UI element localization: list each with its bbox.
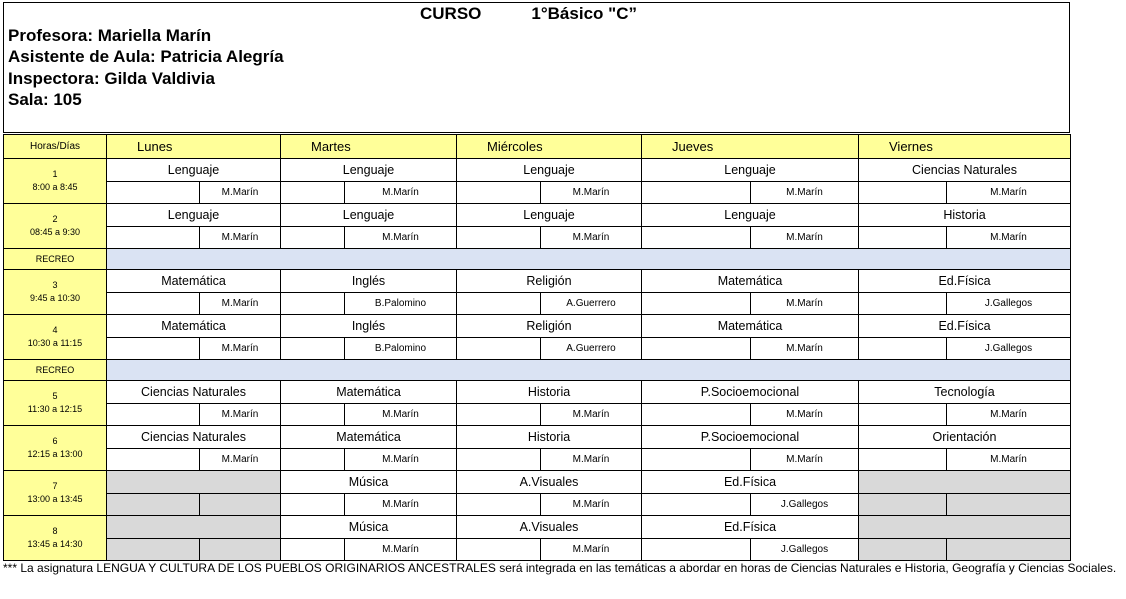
blank-cell [107, 182, 200, 204]
recreo-label: RECREO [4, 360, 107, 381]
period-time [4, 270, 107, 315]
teacher-cell: M.Marín [200, 293, 281, 315]
subject-cell: Ciencias Naturales [859, 159, 1071, 182]
subject-cell: Matemática [642, 270, 859, 293]
subject-cell: A.Visuales [457, 516, 642, 539]
teacher-cell: M.Marín [947, 182, 1071, 204]
blank-cell [859, 338, 947, 360]
subject-cell: Religión [457, 270, 642, 293]
blank-cell [107, 449, 200, 471]
subject-cell: Matemática [281, 426, 457, 449]
blank-cell [457, 404, 541, 426]
period-time [4, 315, 107, 360]
subject-cell: Inglés [281, 270, 457, 293]
period-number: 3 [52, 280, 58, 290]
blank-cell [281, 404, 345, 426]
empty-slot [947, 494, 1071, 516]
subject-cell: Historia [457, 426, 642, 449]
teacher-cell: A.Guerrero [541, 338, 642, 360]
blank-cell [859, 227, 947, 249]
period-hours: 9:45 a 10:30 [29, 293, 81, 303]
blank-cell [457, 494, 541, 516]
subject-cell: Lenguaje [457, 204, 642, 227]
period-hours: 8:00 a 8:45 [32, 182, 78, 192]
teacher-cell: M.Marín [345, 404, 457, 426]
teacher-cell: B.Palomino [345, 338, 457, 360]
blank-cell [281, 293, 345, 315]
blank-cell [642, 539, 751, 561]
subject-cell: P.Socioemocional [642, 426, 859, 449]
teacher-cell: M.Marín [345, 182, 457, 204]
subject-cell: Matemática [107, 270, 281, 293]
subject-cell: Historia [859, 204, 1071, 227]
blank-cell [457, 227, 541, 249]
subject-cell: Ciencias Naturales [107, 381, 281, 404]
subject-cell: Orientación [859, 426, 1071, 449]
subject-cell: Inglés [281, 315, 457, 338]
teacher-cell: J.Gallegos [947, 338, 1071, 360]
empty-slot [947, 539, 1071, 561]
course-label: CURSO [420, 4, 482, 23]
empty-slot [200, 539, 281, 561]
teacher-cell: J.Gallegos [947, 293, 1071, 315]
period-hours: 13:00 a 13:45 [27, 494, 83, 504]
period-time [4, 516, 107, 561]
teacher-cell: M.Marín [345, 494, 457, 516]
period-time [4, 381, 107, 426]
subject-cell: A.Visuales [457, 471, 642, 494]
room-line: Sala: 105 [8, 90, 82, 109]
teacher-cell: M.Marín [947, 404, 1071, 426]
empty-slot [107, 516, 281, 539]
subject-cell: Lenguaje [457, 159, 642, 182]
blank-cell [642, 227, 751, 249]
subject-cell: Religión [457, 315, 642, 338]
subject-cell: Matemática [281, 381, 457, 404]
subject-cell: Música [281, 471, 457, 494]
blank-cell [457, 539, 541, 561]
subject-cell: Ciencias Naturales [107, 426, 281, 449]
blank-cell [281, 338, 345, 360]
subject-cell: Ed.Física [642, 471, 859, 494]
blank-cell [281, 494, 345, 516]
period-hours: 12:15 a 13:00 [27, 449, 83, 459]
teacher-cell: M.Marín [541, 404, 642, 426]
footnote: *** La asignatura LENGUA Y CULTURA DE LOS PUEBLOS ORIGINARIOS ANCESTRALES será integrada en las temáticas a abordar en horas de Ciencias Naturales e Historia, Geografía y Ciencias Sociales. [3, 561, 1117, 575]
blank-cell [107, 227, 200, 249]
recreo-band [107, 360, 1071, 381]
teacher-cell: M.Marín [345, 449, 457, 471]
subject-cell: Ed.Física [642, 516, 859, 539]
blank-cell [457, 449, 541, 471]
period-number: 1 [52, 169, 58, 179]
subject-cell: Lenguaje [107, 159, 281, 182]
teacher-cell: B.Palomino [345, 293, 457, 315]
teacher-cell: M.Marín [345, 227, 457, 249]
blank-cell [642, 338, 751, 360]
blank-cell [859, 449, 947, 471]
period-time [4, 426, 107, 471]
teacher-cell: M.Marín [751, 182, 859, 204]
teacher-cell: A.Guerrero [541, 293, 642, 315]
subject-cell: Ed.Física [859, 315, 1071, 338]
period-time [4, 159, 107, 204]
empty-slot [859, 516, 1071, 539]
period-number: 5 [52, 391, 58, 401]
course-title [420, 4, 637, 24]
empty-slot [200, 494, 281, 516]
day-header: Miércoles [457, 135, 642, 159]
blank-cell [281, 182, 345, 204]
teacher-cell: M.Marín [751, 293, 859, 315]
inspector-line: Inspectora: Gilda Valdivia [8, 69, 215, 88]
blank-cell [859, 293, 947, 315]
teacher-cell: M.Marín [751, 338, 859, 360]
empty-slot [107, 494, 200, 516]
period-hours: 11:30 a 12:15 [27, 404, 83, 414]
recreo-band [107, 249, 1071, 270]
teacher-cell: M.Marín [541, 494, 642, 516]
teacher-cell: M.Marín [751, 449, 859, 471]
teacher-cell: J.Gallegos [751, 539, 859, 561]
subject-cell: Historia [457, 381, 642, 404]
teacher-cell: M.Marín [751, 227, 859, 249]
period-number: 4 [52, 325, 58, 335]
day-header: Jueves [642, 135, 859, 159]
day-header: Martes [281, 135, 457, 159]
teacher-cell: M.Marín [345, 539, 457, 561]
blank-cell [457, 182, 541, 204]
period-hours: 10:30 a 11:15 [27, 338, 83, 348]
subject-cell: Música [281, 516, 457, 539]
blank-cell [107, 404, 200, 426]
teacher-cell: M.Marín [200, 338, 281, 360]
teacher-line: Profesora: Mariella Marín [8, 26, 212, 45]
schedule-table [3, 134, 1071, 561]
period-hours: 13:45 a 14:30 [27, 539, 83, 549]
teacher-cell: M.Marín [541, 182, 642, 204]
teacher-cell: M.Marín [541, 539, 642, 561]
blank-cell [642, 182, 751, 204]
period-hours: 08:45 a 9:30 [29, 227, 81, 237]
teacher-cell: M.Marín [541, 449, 642, 471]
period-number: 2 [52, 214, 58, 224]
recreo-label: RECREO [4, 249, 107, 270]
period-number: 6 [52, 436, 58, 446]
period-time [4, 204, 107, 249]
blank-cell [642, 494, 751, 516]
blank-cell [642, 449, 751, 471]
blank-cell [859, 404, 947, 426]
empty-slot [859, 539, 947, 561]
teacher-cell: M.Marín [200, 449, 281, 471]
teacher-cell: J.Gallegos [751, 494, 859, 516]
blank-cell [457, 293, 541, 315]
subject-cell: Tecnología [859, 381, 1071, 404]
empty-slot [107, 471, 281, 494]
blank-cell [457, 338, 541, 360]
blank-cell [281, 227, 345, 249]
subject-cell: P.Socioemocional [642, 381, 859, 404]
blank-cell [107, 293, 200, 315]
blank-cell [281, 539, 345, 561]
empty-slot [859, 471, 1071, 494]
subject-cell: Lenguaje [281, 204, 457, 227]
teacher-cell: M.Marín [947, 227, 1071, 249]
subject-cell: Matemática [107, 315, 281, 338]
teacher-cell: M.Marín [200, 182, 281, 204]
teacher-cell: M.Marín [751, 404, 859, 426]
empty-slot [107, 539, 200, 561]
subject-cell: Lenguaje [281, 159, 457, 182]
period-number: 8 [52, 526, 58, 536]
period-number: 7 [52, 481, 58, 491]
blank-cell [642, 404, 751, 426]
period-time [4, 471, 107, 516]
day-header: Lunes [107, 135, 281, 159]
subject-cell: Lenguaje [642, 159, 859, 182]
blank-cell [281, 449, 345, 471]
course-name: 1°Básico "C” [531, 4, 637, 23]
teacher-cell: M.Marín [947, 449, 1071, 471]
teacher-cell: M.Marín [200, 227, 281, 249]
blank-cell [859, 182, 947, 204]
teacher-cell: M.Marín [541, 227, 642, 249]
empty-slot [859, 494, 947, 516]
corner-label: Horas/Días [4, 135, 107, 159]
blank-cell [107, 338, 200, 360]
subject-cell: Lenguaje [642, 204, 859, 227]
assistant-line: Asistente de Aula: Patricia Alegría [8, 47, 284, 66]
day-header: Viernes [859, 135, 1071, 159]
subject-cell: Ed.Física [859, 270, 1071, 293]
teacher-cell: M.Marín [200, 404, 281, 426]
subject-cell: Lenguaje [107, 204, 281, 227]
blank-cell [642, 293, 751, 315]
subject-cell: Matemática [642, 315, 859, 338]
